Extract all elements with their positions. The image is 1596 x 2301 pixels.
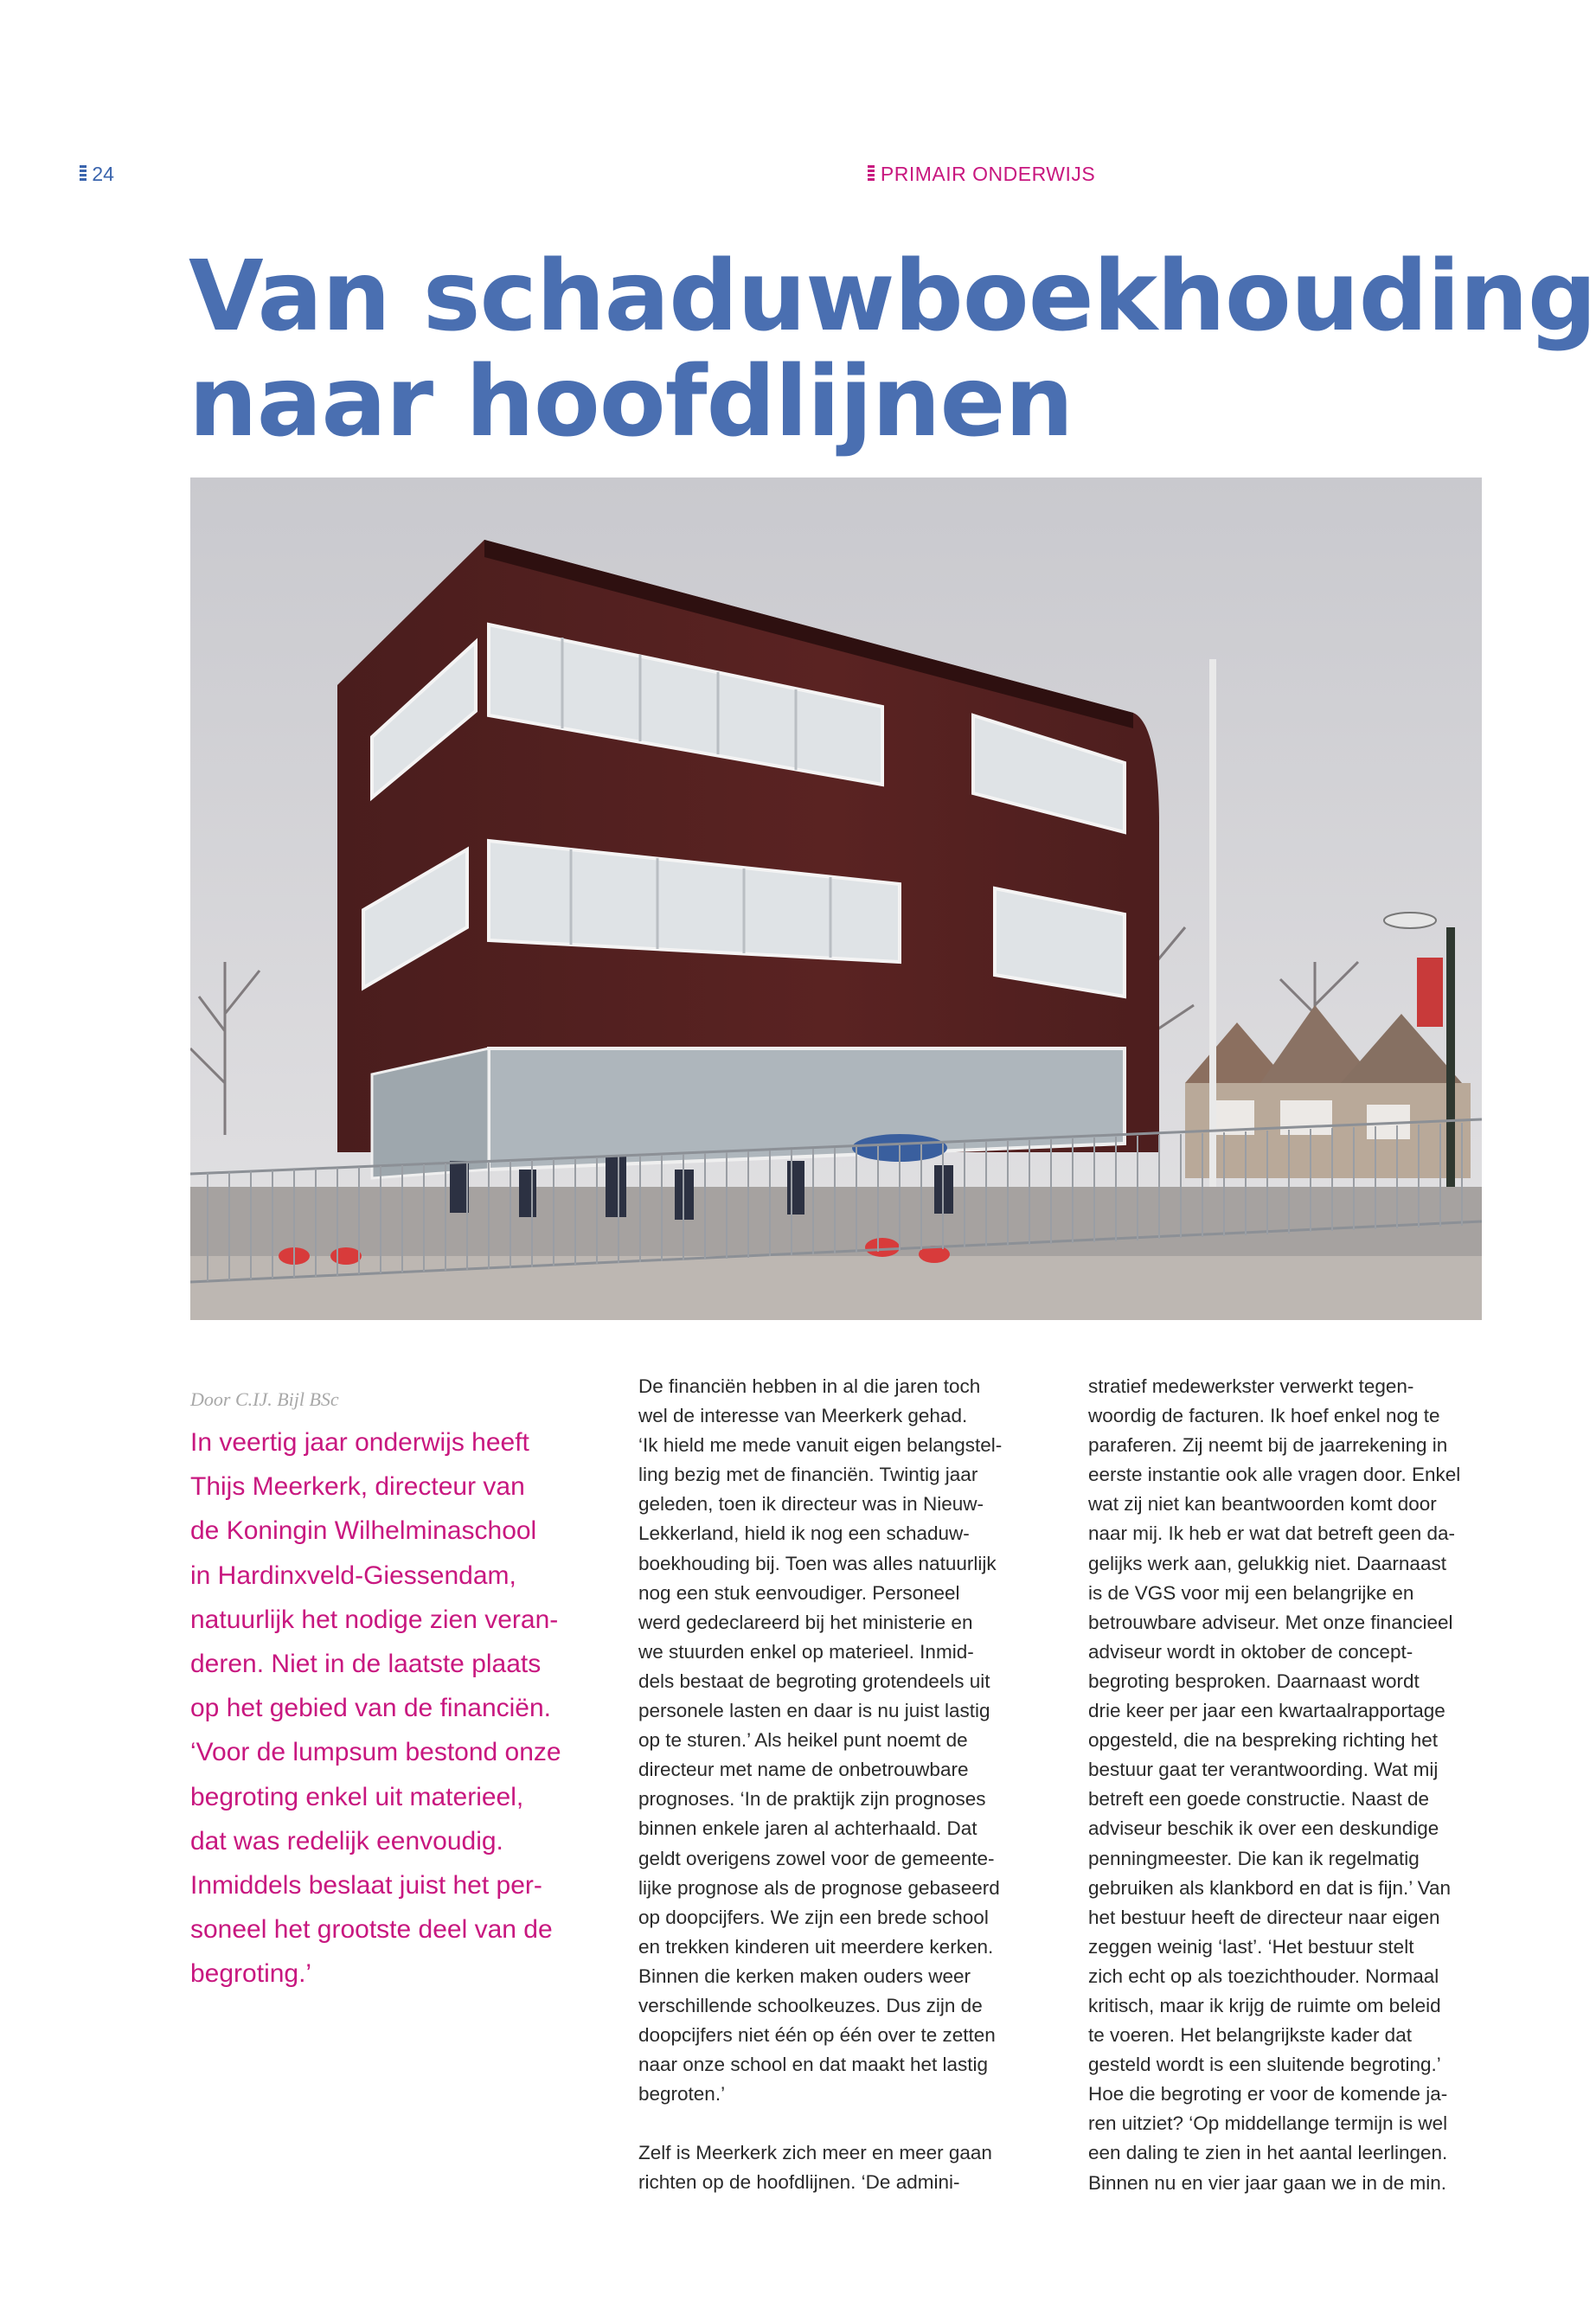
body-paragraph xyxy=(638,1372,1045,2109)
body-line: zich echt op als toezichthouder. Normaal xyxy=(1088,1965,1439,1987)
school-building-photo xyxy=(190,478,1482,1320)
body-line: eerste instantie ook alle vragen door. Enkel xyxy=(1088,1464,1461,1486)
body-line: kritisch, maar ik krijg de ruimte om beleid xyxy=(1088,1994,1441,2016)
intro-line: Thijs Meerkerk, directeur van xyxy=(190,1472,525,1502)
body-line: te voeren. Het belangrijkste kader dat xyxy=(1088,2024,1412,2047)
intro-line: in Hardinxveld-Giessendam, xyxy=(190,1561,516,1590)
body-line: wel de interesse van Meerkerk gehad. xyxy=(638,1405,968,1427)
body-line: op doopcijfers. We zijn een brede school xyxy=(638,1906,989,1928)
body-line: penningmeester. Die kan ik regelmatig xyxy=(1088,1847,1420,1869)
body-line: een daling te zien in het aantal leerlingen. xyxy=(1088,2142,1448,2164)
body-line: doopcijfers niet één op één over te zetten xyxy=(638,2024,996,2047)
body-line: naar onze school en dat maakt het lastig xyxy=(638,2054,989,2076)
body-paragraph xyxy=(638,2138,1045,2197)
body-line: lijke prognose als de prognose gebaseerd xyxy=(638,1876,1000,1899)
title-line: naar hoofdlijnen xyxy=(189,346,1074,458)
section-label xyxy=(868,163,1095,186)
body-line: Hoe die begroting er voor de komende ja- xyxy=(1088,2083,1448,2106)
body-line: is de VGS voor mij een belangrijke en xyxy=(1088,1581,1414,1604)
body-line: richten op de hoofdlijnen. ‘De admini- xyxy=(638,2171,960,2194)
body-paragraph xyxy=(1088,1372,1495,2198)
intro-line: ‘Voor de lumpsum bestond onze xyxy=(190,1738,561,1767)
body-column-2 xyxy=(638,1372,1045,2198)
body-line: opgesteld, die na bespreking richting het xyxy=(1088,1729,1439,1752)
body-line: op te sturen.’ Als heikel punt noemt de xyxy=(638,1729,968,1752)
body-line: gesteld wordt is een sluitende begroting.’ xyxy=(1088,2054,1441,2076)
body-line: binnen enkele jaren al achterhaald. Dat xyxy=(638,1817,977,1840)
body-line: directeur met name de onbetrouwbare xyxy=(638,1759,969,1781)
body-line: verschillende schoolkeuzes. Dus zijn de xyxy=(638,1994,983,2016)
body-line: stratief medewerkster verwerkt tegen- xyxy=(1088,1375,1414,1397)
body-line: drie keer per jaar een kwartaalrapportage xyxy=(1088,1700,1445,1722)
body-line: betrouwbare adviseur. Met onze financieel xyxy=(1088,1611,1453,1633)
body-line: Binnen nu en vier jaar gaan we in de min. xyxy=(1088,2171,1447,2194)
title-line: Van schaduwboekhouding xyxy=(189,240,1596,353)
body-line: boekhouding bij. Toen was alles natuurlijk xyxy=(638,1552,997,1574)
page-marker-icon xyxy=(80,165,87,183)
body-line: begroten.’ xyxy=(638,2083,726,2106)
intro-line: begroting enkel uit materieel, xyxy=(190,1782,524,1811)
body-line: wat zij niet kan beantwoorden komt door xyxy=(1088,1493,1437,1516)
intro-line: op het gebied van de financiën. xyxy=(190,1694,551,1723)
body-line: prognoses. ‘In de praktijk zijn prognoses xyxy=(638,1788,986,1811)
body-line: adviseur wordt in oktober de concept- xyxy=(1088,1640,1413,1663)
body-line: Binnen die kerken maken ouders weer xyxy=(638,1965,971,1987)
body-line: ling bezig met de financiën. Twintig jaar xyxy=(638,1464,978,1486)
section-label-text: PRIMAIR ONDERWIJS xyxy=(880,163,1096,185)
body-column-3 xyxy=(1088,1372,1495,2198)
body-line: Zelf is Meerkerk zich meer en meer gaan xyxy=(638,2142,992,2164)
body-line: dels bestaat de begroting grotendeels uit xyxy=(638,1670,990,1692)
body-line: geleden, toen ik directeur was in Nieuw- xyxy=(638,1493,984,1516)
body-line: gebruiken als klankbord en dat is fijn.’ Van xyxy=(1088,1876,1451,1899)
intro-line: begroting.’ xyxy=(190,1959,312,1989)
body-line: we stuurden enkel op materieel. Inmid- xyxy=(638,1640,974,1663)
body-line: en trekken kinderen uit meerdere kerken. xyxy=(638,1935,994,1958)
body-line: naar mij. Ik heb er wat dat betreft geen da- xyxy=(1088,1522,1455,1545)
intro-line: Inmiddels beslaat juist het per- xyxy=(190,1871,542,1900)
body-line: ‘Ik hield me mede vanuit eigen belangstel- xyxy=(638,1434,1003,1457)
body-line: begroting besproken. Daarnaast wordt xyxy=(1088,1670,1420,1692)
body-line: Lekkerland, hield ik nog een schaduw- xyxy=(638,1522,970,1545)
intro-line: dat was redelijk eenvoudig. xyxy=(190,1826,503,1856)
body-line: het bestuur heeft de directeur naar eigen xyxy=(1088,1906,1440,1928)
body-line: woordig de facturen. Ik hoef enkel nog te xyxy=(1088,1405,1440,1427)
page-number xyxy=(80,163,114,186)
article-title xyxy=(189,240,1596,458)
body-line: paraferen. Zij neemt bij de jaarrekening in xyxy=(1088,1434,1448,1457)
intro-line: natuurlijk het nodige zien veran- xyxy=(190,1605,559,1634)
intro-line: de Koningin Wilhelminaschool xyxy=(190,1516,537,1546)
intro-line: deren. Niet in de laatste plaats xyxy=(190,1650,542,1679)
body-line: werd gedeclareerd bij het ministerie en xyxy=(638,1611,973,1633)
body-line: geldt overigens zowel voor de gemeente- xyxy=(638,1847,995,1869)
section-marker-icon xyxy=(868,165,875,183)
body-line: betreft een goede constructie. Naast de xyxy=(1088,1788,1430,1811)
byline: Door C.IJ. Bijl BSc xyxy=(190,1388,339,1410)
body-line: gelijks werk aan, gelukkig niet. Daarnaast xyxy=(1088,1552,1446,1574)
body-line: ren uitziet? ‘Op middellange termijn is wel xyxy=(1088,2112,1448,2135)
intro-line: In veertig jaar onderwijs heeft xyxy=(190,1428,529,1457)
body-line: adviseur beschik ik over een deskundige xyxy=(1088,1817,1439,1840)
page-number-text: 24 xyxy=(92,163,114,185)
body-line: zeggen weinig ‘last’. ‘Het bestuur stelt xyxy=(1088,1935,1414,1958)
body-line: personele lasten en daar is nu juist lastig xyxy=(638,1700,990,1722)
body-line: De financiën hebben in al die jaren toch xyxy=(638,1375,981,1397)
intro-line: soneel het grootste deel van de xyxy=(190,1915,553,1945)
intro-paragraph xyxy=(190,1420,597,1997)
body-line: bestuur gaat ter verantwoording. Wat mij xyxy=(1088,1759,1439,1781)
body-line: nog een stuk eenvoudiger. Personeel xyxy=(638,1581,960,1604)
